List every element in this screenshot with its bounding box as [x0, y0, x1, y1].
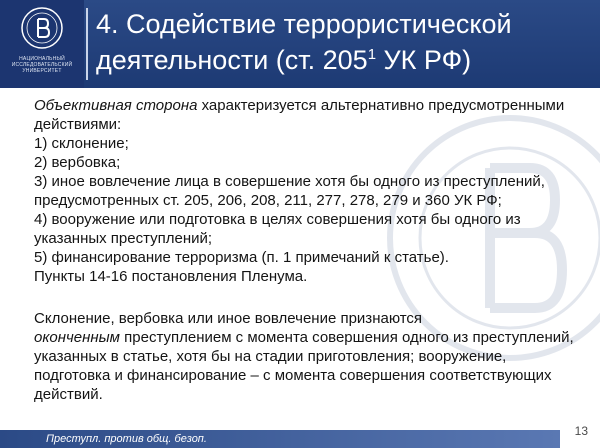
title-line-2-start: деятельности (ст. 205 — [96, 45, 368, 75]
page-title — [96, 6, 586, 78]
page-number: 13 — [574, 424, 588, 438]
list-item: 2) вербовка; — [34, 154, 121, 171]
footer-text: Преступл. против общ. безоп. — [46, 433, 207, 445]
hse-logo-icon — [20, 6, 64, 50]
list-item: 1) склонение; — [34, 135, 129, 152]
completion-term: оконченным — [34, 329, 120, 346]
objective-side-text: характеризуется альтернативно предусмотренными действиями: — [34, 97, 565, 133]
list-item: 4) вооружение или подготовка в целях совершения хотя бы одного из указанных преступлений; — [34, 211, 521, 247]
paragraph-completion — [34, 309, 580, 404]
list-item: 3) иное вовлечение лица в совершение хотя бы одного из преступлений, предусмотренных ст. 205, 206, 208, 211, 277, 278, 279 и 360 УК РФ; — [34, 173, 545, 209]
header-bar — [0, 0, 600, 88]
logo-block — [0, 0, 84, 88]
slide-content — [34, 96, 580, 404]
paragraph-objective-side — [34, 96, 580, 134]
plenum-reference: Пункты 14-16 постановления Пленума. — [34, 268, 308, 285]
objective-side-term: Объективная сторона — [34, 97, 198, 114]
title-line-2-end: УК РФ) — [376, 45, 472, 75]
header-divider — [86, 8, 88, 80]
title-line-1: 4. Содействие террористической — [96, 9, 512, 39]
title-superscript: 1 — [367, 46, 377, 63]
title-line-2 — [96, 42, 586, 78]
logo-caption: НАЦИОНАЛЬНЫЙ ИССЛЕДОВАТЕЛЬСКИЙ УНИВЕРСИТЕТ — [11, 56, 73, 74]
completion-text: преступлением с момента совершения одного из преступлений, указанных в статье, хотя бы на стадии приготовления; вооружение, подготовка и финансирование – с момента совершения соответствующих действий. — [34, 329, 574, 403]
list-item: 5) финансирование терроризма (п. 1 примечаний к статье). — [34, 249, 449, 266]
paragraph-gap — [34, 286, 580, 309]
completion-start: Склонение, вербовка или иное вовлечение признаются — [34, 310, 423, 327]
